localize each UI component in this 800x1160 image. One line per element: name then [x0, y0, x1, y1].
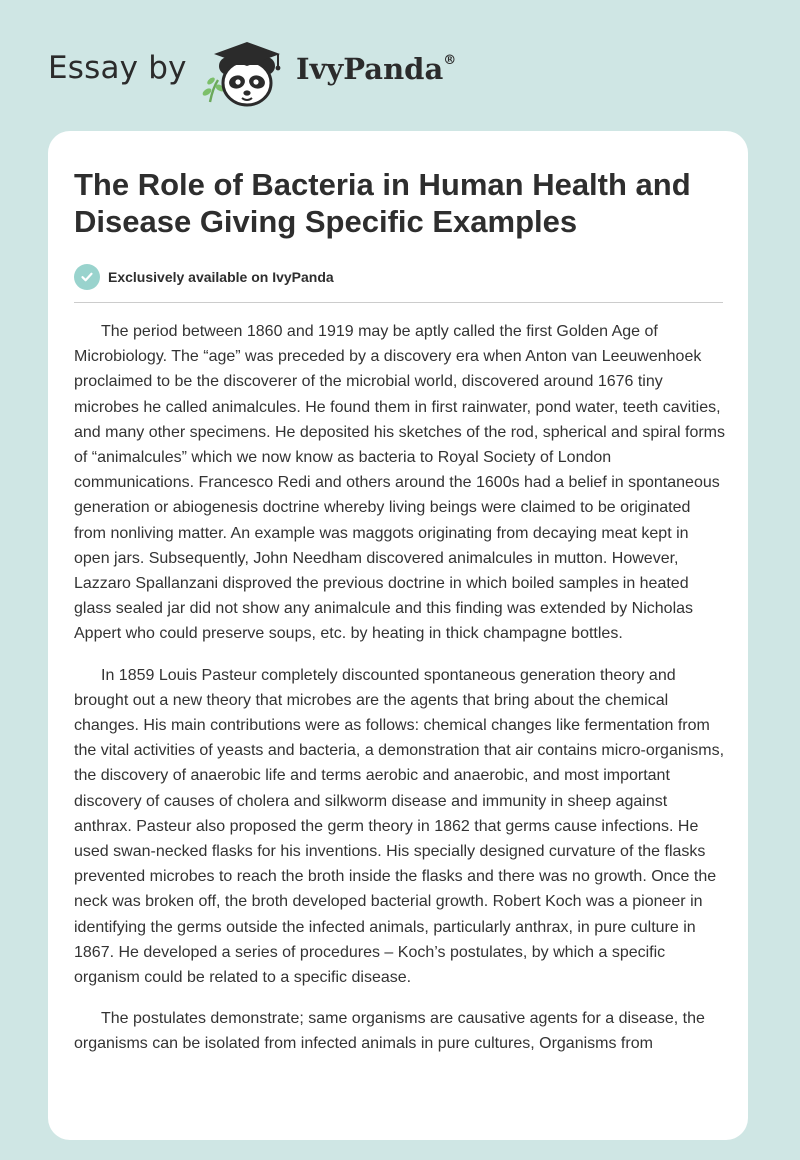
check-circle-icon: [74, 264, 100, 290]
registered-mark: ®: [443, 53, 457, 68]
brand-text: IvyPanda: [296, 52, 444, 86]
paragraph: The period between 1860 and 1919 may be aptly called the first Golden Age of Microbiology. The “age” was preceded by a discovery era when Anton van Leeuwenhoek proclaimed to be the discoverer of the microbial world, discovered around 1676 tiny microbes he called animalcules. He found them in first rainwater, pond water, teeth cavities, and many other specimens. He deposited his sketches of the rod, spherical and spiral forms of “animalcules” which we now know as bacteria to Royal Society of London communications. Francesco Redi and others around the 1600s had a belief in spontaneous generation or abiogenesis doctrine whereby living beings were claimed to be originated from nonliving matter. An example was maggots originating from decaying meat kept in open jars. Subsequently, John Needham discovered animalcules in mutton. However, Lazzaro Spallanzani disproved the previous doctrine in which boiled samples in heated glass sealed jar did not show any animalcule and this finding was extended by Nicholas Appert who could preserve soups, etc. by heating in thick champagne bottles.: [74, 323, 725, 643]
panda-mascot-icon[interactable]: [200, 36, 292, 110]
essay-by-label: Essay by: [48, 50, 187, 86]
exclusive-badge: [74, 264, 334, 290]
paragraph: In 1859 Louis Pasteur completely discounted spontaneous generation theory and brought out a new theory that microbes are the agents that bring about the chemical changes. His main contributions were as follows: chemical changes like fermentation from the vital activities of yeasts and bacteria, a demonstration that air contains micro-organisms, the discovery of anaerobic life and terms aerobic and anaerobic, and most important discovery of causes of cholera and silkworm disease and immunity in sheep against anthrax. Pasteur also proposed the germ theory in 1862 that germs cause infections. He used swan-necked flasks for his inventions. His specially designed curvature of the flasks prevented microbes to reach the broth inside the flasks and there was no growth. Once the neck was broken off, the broth developed bacterial growth. Robert Koch was a pioneer in identifying the germs outside the infected animals, particularly anthrax, in pure culture in 1867. He developed a series of procedures – Koch’s postulates, by which a specific organism could be related to a specific disease.: [74, 666, 725, 987]
essay-title: The Role of Bacteria in Human Health and Disease Giving Specific Examples: [74, 167, 691, 239]
site-header: [0, 0, 800, 130]
divider: [74, 302, 723, 303]
paragraph: The postulates demonstrate; same organisms are causative agents for a disease, the organisms can be isolated from infected animals in pure cultures, Organisms from: [74, 1010, 705, 1053]
essay-card: [48, 131, 748, 1140]
exclusive-label: Exclusively available on IvyPanda: [108, 269, 334, 285]
brand-name[interactable]: [296, 52, 456, 86]
essay-body: [74, 319, 726, 1073]
